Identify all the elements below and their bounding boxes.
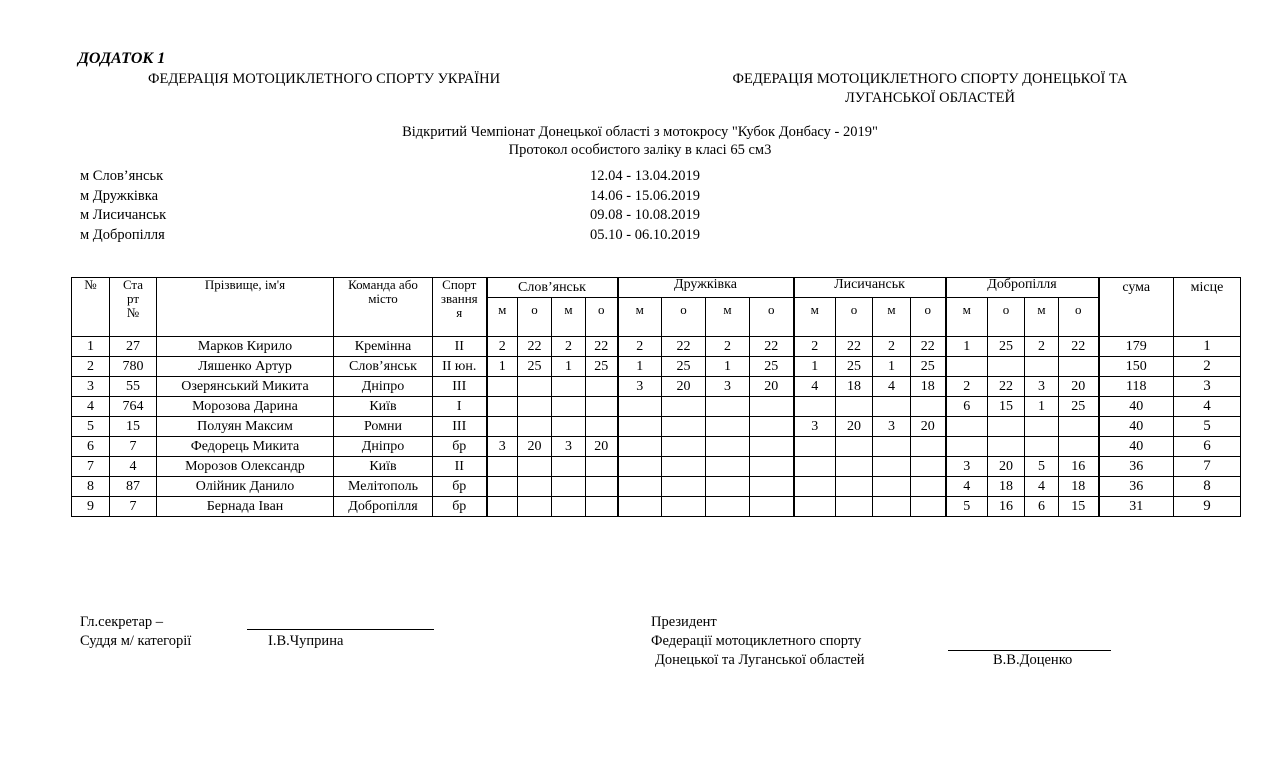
row-score xyxy=(662,397,706,417)
row-score: 2 xyxy=(1025,337,1059,357)
row-score xyxy=(518,417,552,437)
row-score: 22 xyxy=(911,337,946,357)
row-score: 25 xyxy=(662,357,706,377)
row-num: 3 xyxy=(72,377,110,397)
col-rank: Спорт звання я xyxy=(433,278,487,337)
doc-title: Відкритий Чемпіонат Донецької області з мотокросу "Кубок Донбасу - 2019" xyxy=(402,124,878,140)
row-score: 20 xyxy=(988,457,1025,477)
row-sum: 36 xyxy=(1099,477,1174,497)
row-score xyxy=(911,477,946,497)
row-name: Морозова Дарина xyxy=(157,397,334,417)
row-place: 6 xyxy=(1174,437,1241,457)
row-score xyxy=(586,417,618,437)
row-rank: бр xyxy=(433,437,487,457)
header-row xyxy=(72,278,1241,298)
sub-header-points: о xyxy=(988,298,1025,337)
table-row xyxy=(72,477,1241,497)
row-score xyxy=(750,457,794,477)
row-team: Дніпро xyxy=(334,377,433,397)
row-score: 6 xyxy=(1025,497,1059,517)
row-score xyxy=(552,477,586,497)
stage-city: м Слов’янськ xyxy=(80,168,164,184)
row-score: 18 xyxy=(911,377,946,397)
row-score: 25 xyxy=(518,357,552,377)
row-score xyxy=(586,457,618,477)
table-row xyxy=(72,457,1241,477)
table-row xyxy=(72,497,1241,517)
row-name: Озерянський Микита xyxy=(157,377,334,397)
row-name: Полуян Максим xyxy=(157,417,334,437)
row-score: 3 xyxy=(946,457,988,477)
stage-dates: 05.10 - 06.10.2019 xyxy=(590,226,700,243)
row-team: Київ xyxy=(334,457,433,477)
row-score xyxy=(750,397,794,417)
row-score xyxy=(618,457,662,477)
row-score xyxy=(552,397,586,417)
row-team: Ромни xyxy=(334,417,433,437)
row-score xyxy=(911,457,946,477)
row-score xyxy=(946,417,988,437)
row-score xyxy=(487,457,518,477)
col-num: № xyxy=(72,278,110,337)
row-score: 3 xyxy=(487,437,518,457)
row-score: 3 xyxy=(552,437,586,457)
row-score: 22 xyxy=(836,337,873,357)
row-score xyxy=(487,397,518,417)
sub-header-place: м xyxy=(706,298,750,337)
row-start: 15 xyxy=(110,417,157,437)
table-row xyxy=(72,397,1241,417)
row-sum: 118 xyxy=(1099,377,1174,397)
table-row xyxy=(72,357,1241,377)
row-score xyxy=(487,377,518,397)
regions-label: Донецької та Луганської областей xyxy=(655,652,865,668)
row-score xyxy=(836,397,873,417)
row-rank: бр xyxy=(433,497,487,517)
row-sum: 150 xyxy=(1099,357,1174,377)
row-score xyxy=(618,417,662,437)
row-score xyxy=(836,457,873,477)
president-label: Президент xyxy=(651,614,717,630)
row-score xyxy=(794,437,836,457)
row-score xyxy=(706,437,750,457)
row-num: 5 xyxy=(72,417,110,437)
row-score xyxy=(794,477,836,497)
row-score xyxy=(552,457,586,477)
row-score: 4 xyxy=(1025,477,1059,497)
row-name: Олійник Данило xyxy=(157,477,334,497)
row-score: 2 xyxy=(552,337,586,357)
row-rank: I xyxy=(433,397,487,417)
row-start: 7 xyxy=(110,497,157,517)
org-left: ФЕДЕРАЦІЯ МОТОЦИКЛЕТНОГО СПОРТУ УКРАЇНИ xyxy=(148,71,501,87)
row-score: 15 xyxy=(988,397,1025,417)
row-score: 6 xyxy=(946,397,988,417)
doc-subtitle: Протокол особистого заліку в класі 65 см3 xyxy=(508,142,772,158)
row-num: 9 xyxy=(72,497,110,517)
sub-header-place: м xyxy=(487,298,518,337)
row-sum: 31 xyxy=(1099,497,1174,517)
row-score: 5 xyxy=(946,497,988,517)
row-team: Дніпро xyxy=(334,437,433,457)
row-score xyxy=(662,477,706,497)
sub-header-points: о xyxy=(586,298,618,337)
row-score xyxy=(1059,437,1099,457)
row-name: Федорець Микита xyxy=(157,437,334,457)
row-score: 20 xyxy=(1059,377,1099,397)
row-score xyxy=(750,437,794,457)
venue-header: Лисичанськ xyxy=(794,278,946,298)
row-score xyxy=(518,377,552,397)
table-row xyxy=(72,417,1241,437)
row-score: 18 xyxy=(988,477,1025,497)
venue-header: Дружківка xyxy=(618,278,794,298)
row-score: 3 xyxy=(618,377,662,397)
row-score xyxy=(662,497,706,517)
row-score: 15 xyxy=(1059,497,1099,517)
row-score: 1 xyxy=(618,357,662,377)
appendix-label: ДОДАТОК 1 xyxy=(78,50,166,67)
row-score: 1 xyxy=(873,357,911,377)
row-sum: 179 xyxy=(1099,337,1174,357)
sub-header-place: м xyxy=(873,298,911,337)
row-start: 87 xyxy=(110,477,157,497)
org-right-line2: ЛУГАНСЬКОЇ ОБЛАСТЕЙ xyxy=(845,90,1015,106)
row-score: 25 xyxy=(988,337,1025,357)
row-score xyxy=(794,497,836,517)
row-score xyxy=(618,397,662,417)
row-score: 1 xyxy=(487,357,518,377)
stage-city: м Дружківка xyxy=(80,187,159,204)
row-score: 20 xyxy=(750,377,794,397)
row-score xyxy=(662,437,706,457)
row-score: 1 xyxy=(946,337,988,357)
row-num: 7 xyxy=(72,457,110,477)
sub-header-points: о xyxy=(518,298,552,337)
row-score: 2 xyxy=(618,337,662,357)
row-place: 5 xyxy=(1174,417,1241,437)
row-score: 20 xyxy=(911,417,946,437)
sub-header-place: м xyxy=(946,298,988,337)
row-start: 27 xyxy=(110,337,157,357)
row-score: 4 xyxy=(873,377,911,397)
row-rank: II xyxy=(433,457,487,477)
row-team: Мелітополь xyxy=(334,477,433,497)
stage-dates: 14.06 - 15.06.2019 xyxy=(590,187,700,204)
row-sum: 40 xyxy=(1099,397,1174,417)
row-place: 7 xyxy=(1174,457,1241,477)
row-team: Добропілля xyxy=(334,497,433,517)
row-name: Марков Кирило xyxy=(157,337,334,357)
row-score xyxy=(750,417,794,437)
row-score xyxy=(706,397,750,417)
row-score xyxy=(911,497,946,517)
row-score: 3 xyxy=(873,417,911,437)
row-score: 22 xyxy=(518,337,552,357)
row-score: 1 xyxy=(552,357,586,377)
row-score: 22 xyxy=(586,337,618,357)
row-score: 5 xyxy=(1025,457,1059,477)
row-score xyxy=(1025,357,1059,377)
row-score xyxy=(946,437,988,457)
row-rank: II xyxy=(433,337,487,357)
row-score xyxy=(988,417,1025,437)
row-start: 4 xyxy=(110,457,157,477)
row-num: 4 xyxy=(72,397,110,417)
row-team: Слов’янськ xyxy=(334,357,433,377)
row-score: 1 xyxy=(706,357,750,377)
row-score xyxy=(750,497,794,517)
row-score xyxy=(873,437,911,457)
row-score xyxy=(911,437,946,457)
row-score xyxy=(873,397,911,417)
row-score: 18 xyxy=(836,377,873,397)
row-score xyxy=(836,477,873,497)
row-score xyxy=(487,477,518,497)
row-sum: 40 xyxy=(1099,417,1174,437)
row-score: 16 xyxy=(988,497,1025,517)
judge-label: Суддя м/ категорії xyxy=(80,633,192,649)
row-start: 55 xyxy=(110,377,157,397)
row-score xyxy=(518,397,552,417)
row-score xyxy=(873,477,911,497)
row-score xyxy=(911,397,946,417)
row-score xyxy=(706,477,750,497)
table-row xyxy=(72,377,1241,397)
sub-header-place: м xyxy=(552,298,586,337)
row-score: 22 xyxy=(750,337,794,357)
row-score xyxy=(1025,417,1059,437)
stage-dates: 12.04 - 13.04.2019 xyxy=(590,168,700,184)
row-score: 3 xyxy=(706,377,750,397)
row-score xyxy=(518,477,552,497)
stage-dates: 09.08 - 10.08.2019 xyxy=(590,207,700,223)
row-place: 3 xyxy=(1174,377,1241,397)
row-place: 1 xyxy=(1174,337,1241,357)
row-score xyxy=(586,377,618,397)
row-place: 9 xyxy=(1174,497,1241,517)
row-start: 764 xyxy=(110,397,157,417)
row-num: 2 xyxy=(72,357,110,377)
row-rank: бр xyxy=(433,477,487,497)
row-score xyxy=(586,477,618,497)
row-score xyxy=(662,457,706,477)
sub-header-place: м xyxy=(618,298,662,337)
col-start: Ста рт № xyxy=(110,278,157,337)
president-name: В.В.Доценко xyxy=(993,652,1073,668)
row-score xyxy=(618,497,662,517)
row-score: 25 xyxy=(586,357,618,377)
row-place: 8 xyxy=(1174,477,1241,497)
row-score: 2 xyxy=(487,337,518,357)
col-sum: сума xyxy=(1099,278,1174,337)
row-score xyxy=(706,457,750,477)
row-score xyxy=(836,437,873,457)
row-score xyxy=(662,417,706,437)
sub-header-place: м xyxy=(1025,298,1059,337)
row-score: 20 xyxy=(518,437,552,457)
stage-city: м Добропілля xyxy=(80,226,165,243)
row-score: 18 xyxy=(1059,477,1099,497)
row-score: 3 xyxy=(794,417,836,437)
row-score xyxy=(552,377,586,397)
row-score: 20 xyxy=(836,417,873,437)
row-score xyxy=(518,457,552,477)
sub-header-points: о xyxy=(836,298,873,337)
row-score xyxy=(988,437,1025,457)
row-score xyxy=(794,397,836,417)
row-sum: 36 xyxy=(1099,457,1174,477)
row-score xyxy=(487,417,518,437)
row-sum: 40 xyxy=(1099,437,1174,457)
table-row xyxy=(72,437,1241,457)
row-score: 22 xyxy=(1059,337,1099,357)
row-score xyxy=(706,497,750,517)
row-score: 4 xyxy=(794,377,836,397)
row-score xyxy=(518,497,552,517)
row-team: Київ xyxy=(334,397,433,417)
row-score xyxy=(873,457,911,477)
stage-city: м Лисичанськ xyxy=(80,207,167,223)
row-score: 20 xyxy=(586,437,618,457)
row-rank: II юн. xyxy=(433,357,487,377)
row-score: 3 xyxy=(1025,377,1059,397)
sub-header-points: о xyxy=(662,298,706,337)
row-score: 2 xyxy=(794,337,836,357)
row-score: 4 xyxy=(946,477,988,497)
row-score: 1 xyxy=(1025,397,1059,417)
row-score xyxy=(586,497,618,517)
sub-header-points: о xyxy=(750,298,794,337)
row-score: 2 xyxy=(946,377,988,397)
row-num: 6 xyxy=(72,437,110,457)
row-score xyxy=(487,497,518,517)
row-score xyxy=(873,497,911,517)
row-num: 8 xyxy=(72,477,110,497)
row-name: Ляшенко Артур xyxy=(157,357,334,377)
row-score: 25 xyxy=(911,357,946,377)
venue-header: Добропілля xyxy=(946,278,1099,298)
row-start: 7 xyxy=(110,437,157,457)
row-score: 20 xyxy=(662,377,706,397)
row-score: 16 xyxy=(1059,457,1099,477)
row-score xyxy=(988,357,1025,377)
row-num: 1 xyxy=(72,337,110,357)
row-score: 25 xyxy=(750,357,794,377)
row-score: 2 xyxy=(873,337,911,357)
row-score xyxy=(586,397,618,417)
row-score xyxy=(1025,437,1059,457)
row-score xyxy=(618,477,662,497)
row-score xyxy=(794,457,836,477)
row-score: 22 xyxy=(988,377,1025,397)
sub-header-place: м xyxy=(794,298,836,337)
row-score: 25 xyxy=(1059,397,1099,417)
row-start: 780 xyxy=(110,357,157,377)
row-score xyxy=(618,437,662,457)
col-place: місце xyxy=(1174,278,1241,337)
row-score xyxy=(552,417,586,437)
col-name: Прізвище, ім'я xyxy=(157,278,334,337)
row-score xyxy=(706,417,750,437)
row-name: Бернада Іван xyxy=(157,497,334,517)
row-score xyxy=(836,497,873,517)
results-table xyxy=(71,277,1241,517)
row-team: Кремінна xyxy=(334,337,433,357)
col-team: Команда або місто xyxy=(334,278,433,337)
row-name: Морозов Олександр xyxy=(157,457,334,477)
secretary-name: І.В.Чуприна xyxy=(268,633,344,649)
row-score xyxy=(750,477,794,497)
federation-label: Федерації мотоциклетного спорту xyxy=(651,633,862,649)
row-score xyxy=(1059,357,1099,377)
row-score: 1 xyxy=(794,357,836,377)
row-place: 4 xyxy=(1174,397,1241,417)
row-rank: III xyxy=(433,417,487,437)
row-rank: III xyxy=(433,377,487,397)
venue-header: Слов’янськ xyxy=(487,278,618,298)
sub-header-points: о xyxy=(1059,298,1099,337)
table-row xyxy=(72,337,1241,357)
row-place: 2 xyxy=(1174,357,1241,377)
row-score: 2 xyxy=(706,337,750,357)
row-score: 25 xyxy=(836,357,873,377)
row-score xyxy=(1059,417,1099,437)
org-right-line1: ФЕДЕРАЦІЯ МОТОЦИКЛЕТНОГО СПОРТУ ДОНЕЦЬКОЇ ТА xyxy=(732,71,1128,87)
row-score xyxy=(552,497,586,517)
row-score xyxy=(946,357,988,377)
secretary-label: Гл.секретар – xyxy=(80,614,164,630)
sub-header-points: о xyxy=(911,298,946,337)
row-score: 22 xyxy=(662,337,706,357)
